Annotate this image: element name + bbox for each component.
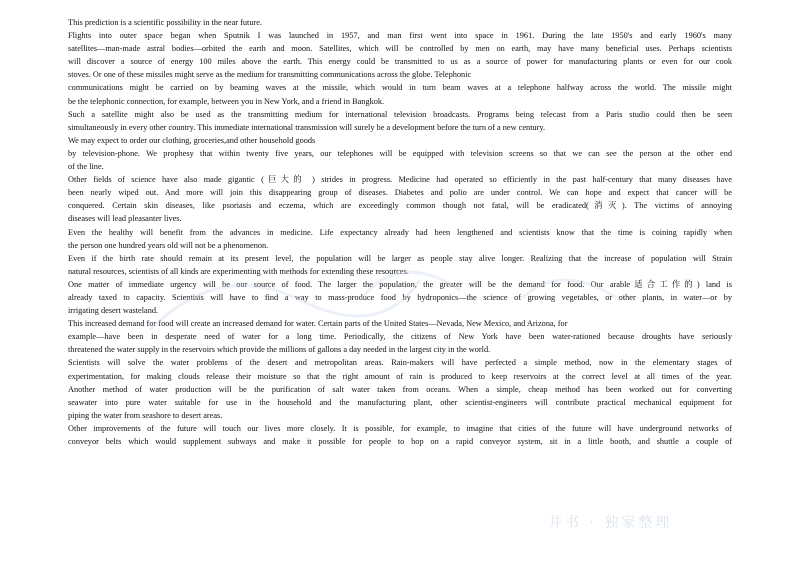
text-line: Such a satellite might also be used as the transmitting medium for international television broadcasts. Programs being telecast from a Paris studio could then be seen — [68, 109, 732, 119]
text-line: Other improvements of the future will touch our lives more closely. It is possible, for example, to imagine that cities of the future will have underground networks of — [68, 423, 732, 433]
text-line: simultaneously in every other country. This immediate international transmission will surely be a development before the turn of a new century. — [68, 122, 546, 132]
text-line: will discover a source of energy 100 miles above the earth. This energy could be transmitted to us as a source of power for manufacturing plants or even for our cook — [68, 57, 732, 67]
text-line: already taxed to capacity. Scientists will have to find a way to mass-produce food by hydroponics—the science of growing vegetables, or other plants, in water—or by — [68, 292, 732, 302]
text-line: example—have been in desperate need of water for a long time. Periodically, the citizens of New York have been water-rationed because droughts have seriously — [68, 332, 732, 342]
text-line: Other fields of science have also made gigantic (巨大的 ) strides in progress. Medicine had operated so efficiently in the past half-century that many diseases have — [68, 175, 732, 185]
text-line: Even the healthy will benefit from the advances in medicine. Life expectancy already had been lengthened and scientists know that the time is coining rapidly when — [68, 227, 732, 237]
text-line: Flights into outer space began when Sputnik I was launched in 1957, and man first went into space in 1961. During the late 1950's and early 1960's many — [68, 31, 732, 41]
text-line: This increased demand for food will create an increased demand for water. Certain parts of the United States—Nevada, New Mexico, and Arizona, for — [68, 319, 568, 329]
text-line: by television-phone. We prophesy that within twenty five years, our telephones will be equipped with television screens so that we can see the person at the other end — [68, 148, 732, 158]
text-line: natural resources, scientists of all kinds are experimenting with methods for extending these resources. — [68, 266, 409, 276]
text-line: of the line. — [68, 162, 104, 172]
document-body — [68, 16, 732, 448]
text-line: irrigating desert wasteland. — [68, 306, 159, 316]
text-line: One matter of immediate urgency will be our source of food. The larger the population, the greater will be the demand for food. Our arable适合工作的) land is — [68, 279, 732, 289]
text-line: Even if the birth rate should remain at its present level, the population will be larger as people stay alive longer. Realizing that the increase of population will Strain — [68, 253, 732, 263]
text-line: piping the water from seashore to desert areas. — [68, 410, 223, 420]
text-line: experimentation, for making clouds release their moisture so that the right amount of rain is produced to keep reservoirs at the correct level at all times of the year. — [68, 371, 732, 381]
text-line: Scientists will solve the water problems of the desert and metropolitan areas. Rain-makers will have perfected a simple method, now in the elementary stages of — [68, 358, 732, 368]
text-line: We may expect to order our clothing, groceries,and other household goods — [68, 135, 316, 145]
text-line: seawater into pure water suitable for use in the household and the manufacturing plant, other scientist-engineers will contribute practical mechanical equipment for — [68, 397, 732, 407]
text-line: be the telephonic connection, for example, between you in New York, and a friend in Bangkok. — [68, 96, 385, 106]
text-line: the person one hundred years old will not be a phenomenon. — [68, 240, 269, 250]
text-line: been nearly wiped out. And more will join this disappearing group of diseases. Diabetes and polio are under control. We can hope and expect that cancer will be — [68, 188, 732, 198]
text-line: Another method of water production will be the purification of salt water taken from oceans. When a simple, cheap method has been worked out for converting — [68, 384, 732, 394]
watermark-text: 井书 · 独家整理 — [548, 515, 673, 531]
text-line: conquered. Certain skin diseases, like psoriasis and eczema, which are exceedingly common though not fatal, will be eradicated(消灭). The victims of annoying — [68, 201, 732, 211]
text-line: This prediction is a scientific possibility in the near future. — [68, 18, 263, 27]
text-line: communications might be carried on by beaming waves at the missile, which would in turn beam waves at a telephone halfway across the world. The missile might — [68, 83, 732, 93]
text-line: conveyor belts which would supplement subways and make it possible for people to hop on a rapid conveyor system, sit in a little booth, and shuttle a couple of — [68, 437, 732, 446]
text-line: stoves. Or one of these missiles might serve as the medium for transmitting communications across the globe. Telephonic — [68, 70, 472, 80]
text-line: satellites—man-made astral bodies—orbited the earth and moon. Satellites, which will be controlled by men on earth, may have many beneficial uses. Perhaps scientists — [68, 44, 732, 54]
text-line: diseases will lead pleasanter lives. — [68, 214, 182, 224]
text-line: threatened the water supply in the reservoirs which provide the millions of gallons a day needed in the largest city in the world. — [68, 345, 491, 355]
